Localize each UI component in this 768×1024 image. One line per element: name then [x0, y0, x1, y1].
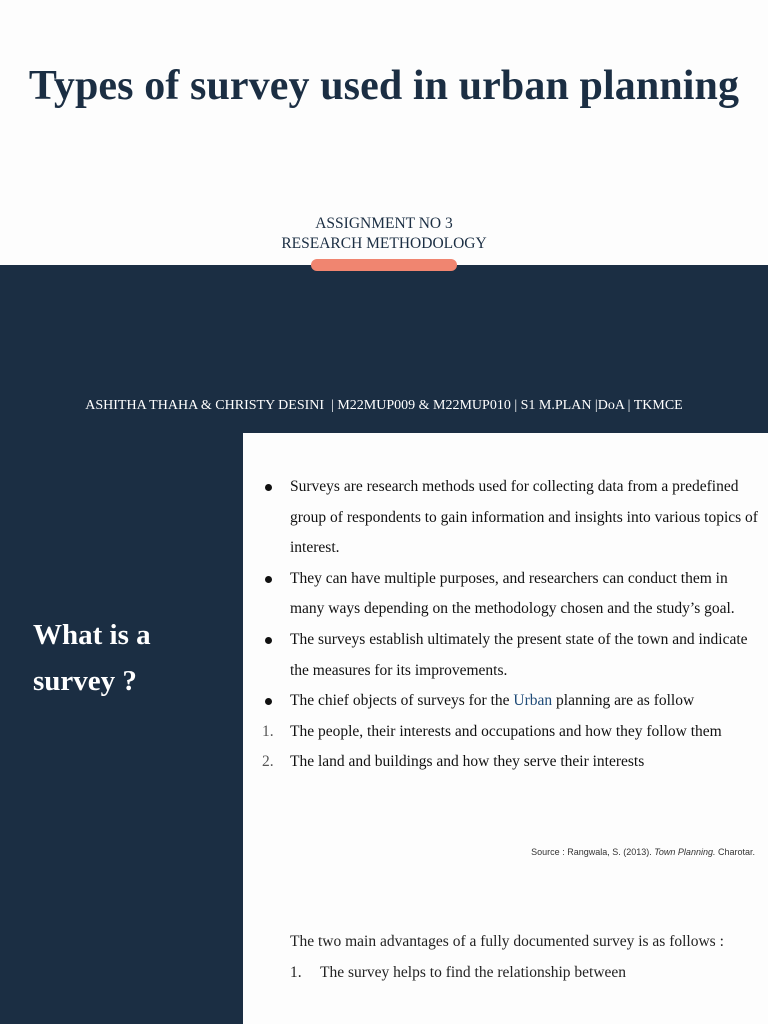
- numbered-item: [290, 958, 760, 989]
- bullet-item: [290, 625, 760, 686]
- bullet-item: [290, 472, 760, 564]
- item-number: 2.: [262, 753, 274, 771]
- accent-bar: [311, 259, 457, 271]
- numbered-item: [262, 747, 760, 778]
- bullet-text: The surveys establish ultimately the present state of the town and indicate the measures for its improvements.: [290, 630, 748, 679]
- urban-highlight: Urban: [513, 692, 553, 710]
- item-number: 1.: [290, 963, 302, 981]
- advantages-intro: The two main advantages of a fully documented survey is as follows :: [290, 933, 724, 950]
- numbered-text: The land and buildings and how they serve their interests: [290, 753, 645, 771]
- bullet-text: They can have multiple purposes, and researchers can conduct them in many ways depending on the methodology chosen and the study’s goal.: [290, 569, 735, 618]
- course-label: RESEARCH METHODOLOGY: [281, 235, 487, 252]
- authors-line: ASHITHA THAHA & CHRISTY DESINI | M22MUP009 & M22MUP010 | S1 M.PLAN |DoA | TKMCE: [85, 398, 683, 413]
- numbered-item: [262, 717, 760, 748]
- source-suffix: Charotar.: [715, 847, 755, 857]
- numbered-text: The people, their interests and occupations and how they follow them: [290, 722, 722, 740]
- source-prefix: Source : Rangwala, S. (2013).: [531, 847, 655, 857]
- assignment-label: ASSIGNMENT NO 3: [315, 215, 453, 232]
- bullet-text-before: The chief objects of surveys for the: [290, 692, 514, 710]
- bullet-text: Surveys are research methods used for collecting data from a predefined group of respondents to gain information and insights into various topics of interest.: [290, 478, 758, 557]
- advantages-block: [290, 927, 760, 988]
- subtitle-block: [0, 214, 768, 254]
- source-title: Town Planning.: [654, 847, 716, 857]
- section-heading-line1: What is a: [33, 619, 151, 651]
- source-citation: [243, 847, 755, 857]
- page-title: Types of survey used in urban planning: [28, 63, 740, 109]
- section-heading: [33, 612, 223, 704]
- bullet-dot: [265, 484, 272, 491]
- bullet-dot: [265, 637, 272, 644]
- bullet-text-after: planning are as follow: [552, 692, 695, 710]
- bullet-list: [262, 472, 760, 778]
- section-heading-line2: survey ?: [33, 665, 137, 697]
- bullet-item: [290, 564, 760, 625]
- numbered-text: The survey helps to find the relationship between: [320, 963, 627, 981]
- bullet-dot: [265, 576, 272, 583]
- bullet-item: [290, 686, 760, 717]
- item-number: 1.: [262, 722, 274, 740]
